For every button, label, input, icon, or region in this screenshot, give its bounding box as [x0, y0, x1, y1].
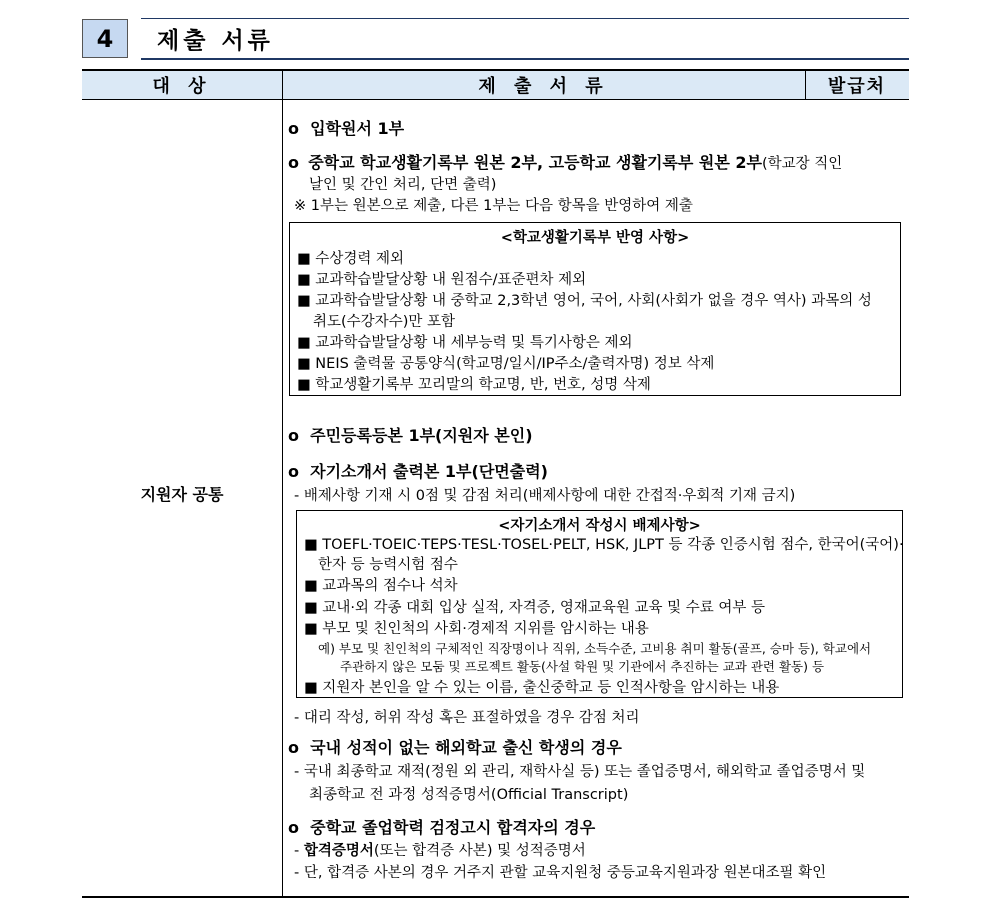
header-documents: 제 출 서 류: [478, 76, 609, 97]
table-bottom-border: [82, 896, 909, 898]
item-text: 자기소개서 출력본 1부(단면출력): [310, 462, 548, 481]
header-issuer: 발급처: [827, 76, 887, 97]
exclusions-box-line: ■ 부모 및 친인척의 사회·경제적 지위를 암시하는 내용: [304, 621, 649, 637]
records-box-title: <학교생활기록부 반영 사항>: [500, 230, 690, 246]
item-ged-holders-line2: - 단, 합격증 사본의 경우 거주지 관할 교육지원청 중등교육지원과장 원본대조필 확인: [294, 865, 827, 881]
item-marker: o: [288, 738, 299, 757]
item-overseas-students: [288, 735, 622, 758]
section-number: 4: [82, 19, 128, 58]
item-marker: o: [288, 153, 299, 172]
item-text-bold: 중학교 학교생활기록부 원본 2부, 고등학교 생활기록부 원본 2부: [308, 153, 762, 172]
item-text: 입학원서 1부: [310, 119, 405, 138]
section-title: 제출 서류: [157, 28, 274, 54]
item-marker: o: [288, 426, 299, 445]
item-school-records: [288, 150, 842, 173]
section-title-rule-bottom: [141, 58, 909, 60]
column-divider-issuer: [805, 71, 806, 100]
item-resident-registration: [288, 423, 533, 446]
exclusions-box-line: 한자 등 능력시험 점수: [318, 557, 458, 573]
section-title-rule-top: [141, 18, 909, 19]
item-self-introduction-note: - 배제사항 기재 시 0점 및 감점 처리(배제사항에 대한 간접적·우회적 기재 금지): [294, 488, 796, 504]
records-box-line: ■ 교과학습발달상황 내 중학교 2,3학년 영어, 국어, 사회(사회가 없을 경우 역사) 과목의 성: [297, 293, 872, 309]
records-box-line: ■ 교과학습발달상황 내 원점수/표준편차 제외: [297, 272, 587, 288]
item-marker: o: [288, 462, 299, 481]
item-text-bold: 합격증명서: [303, 843, 374, 859]
table-header-row: [82, 71, 909, 100]
item-application-form: [288, 116, 404, 139]
exclusions-box-line: ■ 교내·외 각종 대회 입상 실적, 자격증, 영재교육원 교육 및 수료 여부 등: [304, 600, 766, 616]
item-school-records-cont: 날인 및 간인 처리, 단면 출력): [309, 177, 497, 193]
exclusions-box-line: ■ 교과목의 점수나 석차: [304, 578, 458, 594]
item-overseas-students-line1: - 국내 최종학교 재적(정원 외 관리, 재학사실 등) 또는 졸업증명서, 해외학교 졸업증명서 및: [294, 764, 866, 780]
target-cell: 지원자 공통: [140, 485, 224, 504]
item-self-introduction: [288, 459, 548, 482]
item-overseas-students-line2: 최종학교 전 과정 성적증명서(Official Transcript): [309, 787, 629, 803]
records-box-line: ■ 교과학습발달상황 내 세부능력 및 특기사항은 제외: [297, 335, 633, 351]
header-target: 대 상: [152, 76, 212, 97]
exclusions-box-line: ■ 지원자 본인을 알 수 있는 이름, 출신중학교 등 인적사항을 암시하는 내용: [304, 680, 780, 696]
item-marker: o: [288, 818, 299, 837]
item-text: 중학교 졸업학력 검정고시 합격자의 경우: [310, 818, 596, 837]
item-text: 국내 성적이 없는 해외학교 출신 학생의 경우: [310, 738, 622, 757]
records-box-line: ■ 수상경력 제외: [297, 251, 404, 267]
records-box-line: ■ NEIS 출력물 공통양식(학교명/일시/IP주소/출력자명) 정보 삭제: [297, 356, 715, 372]
exclusions-box-example: 주관하지 않은 모둠 및 프로젝트 활동(사설 학원 및 기관에서 추진하는 교과 관련 활동) 등: [340, 659, 825, 674]
exclusions-box-line: ■ TOEFL·TOEIC·TEPS·TESL·TOSEL·PELT, HSK, JLPT 등 각종 인증시험 점수, 한국어(국어)·: [304, 537, 904, 553]
item-school-records-note: ※ 1부는 원본으로 제출, 다른 1부는 다음 항목을 반영하여 제출: [294, 198, 693, 214]
item-text-normal: (학교장 직인: [761, 156, 843, 172]
exclusions-box-title: <자기소개서 작성시 배제사항>: [498, 518, 701, 534]
item-marker: o: [288, 119, 299, 138]
item-ged-holders-line1: [294, 839, 586, 860]
records-box-line: 취도(수강자수)만 포함: [313, 314, 455, 330]
exclusions-box-example: 예) 부모 및 친인척의 구체적인 직장명이나 직위, 소득수준, 고비용 취미 활동(골프, 승마 등), 학교에서: [318, 641, 872, 656]
item-plagiarism-note: - 대리 작성, 허위 작성 혹은 표절하였을 경우 감점 처리: [294, 710, 640, 726]
item-ged-holders: [288, 815, 595, 838]
records-box-line: ■ 학교생활기록부 꼬리말의 학교명, 반, 번호, 성명 삭제: [297, 377, 651, 393]
column-divider-target: [282, 71, 283, 896]
item-text-normal: (또는 합격증 사본) 및 성적증명서: [373, 843, 586, 859]
dash: -: [294, 843, 304, 859]
item-text: 주민등록등본 1부(지원자 본인): [310, 426, 533, 445]
